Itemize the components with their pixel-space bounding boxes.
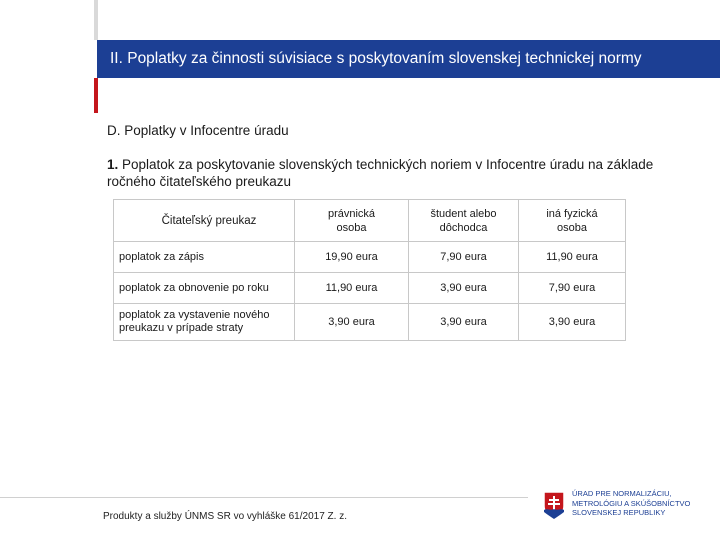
decorative-bar-top (94, 0, 98, 40)
table-cell: 3,90 eura (409, 273, 519, 304)
section-title: D. Poplatky v Infocentre úradu (107, 123, 289, 138)
row-label: poplatok za obnovenie po roku (119, 281, 269, 294)
footer-text: Produkty a služby ÚNMS SR vo vyhláške 61/2017 Z. z. (103, 511, 347, 522)
decorative-bar-red (94, 78, 98, 113)
table-cell (114, 242, 295, 273)
table-cell (114, 273, 295, 304)
table-cell: 7,90 eura (409, 242, 519, 273)
header-student-pensioner: študent alebo dôchodca (430, 207, 497, 234)
logo-line: METROLÓGIU A SKÚŠOBNÍCTVO (572, 498, 691, 508)
table-cell: 3,90 eura (295, 304, 409, 341)
table-cell: 3,90 eura (409, 304, 519, 341)
table-header-cell (114, 200, 295, 242)
intro-paragraph (107, 156, 697, 190)
intro-text: Poplatok za poskytovanie slovenských technických noriem v Infocentre úradu na základe ročného čitateľského preukazu (107, 157, 654, 189)
unms-logo (540, 486, 715, 530)
table-cell (114, 304, 295, 341)
header-legal-entity: právnická osoba (327, 207, 376, 234)
logo-text (572, 489, 690, 518)
table-header-cell (295, 200, 409, 242)
row-label: poplatok za zápis (119, 250, 204, 263)
row-label: poplatok za vystavenie nového preukazu v prípade straty (119, 309, 270, 334)
table-cell: 11,90 eura (295, 273, 409, 304)
table-header-row (114, 200, 626, 242)
header-reader-card: Čitateľský preukaz (161, 214, 257, 227)
logo-line: SLOVENSKEJ REPUBLIKY (572, 508, 666, 517)
logo-line: ÚRAD PRE NORMALIZÁCIU, (572, 489, 672, 498)
table-row (114, 304, 626, 341)
table-cell: 7,90 eura (519, 273, 626, 304)
table-cell: 3,90 eura (519, 304, 626, 341)
table-row (114, 242, 626, 273)
fees-table (113, 199, 626, 341)
table-cell: 11,90 eura (519, 242, 626, 273)
header-other-person: iná fyzická osoba (546, 207, 598, 234)
table-row (114, 273, 626, 304)
footer-divider (0, 497, 528, 498)
page-title: II. Poplatky za činnosti súvisiace s poskytovaním slovenskej technickej normy (110, 50, 642, 67)
header-banner (97, 40, 720, 78)
table-header-cell (409, 200, 519, 242)
slovak-coat-of-arms-icon (542, 490, 566, 520)
intro-number: 1. (107, 157, 119, 172)
table-cell: 19,90 eura (295, 242, 409, 273)
table-header-cell (519, 200, 626, 242)
